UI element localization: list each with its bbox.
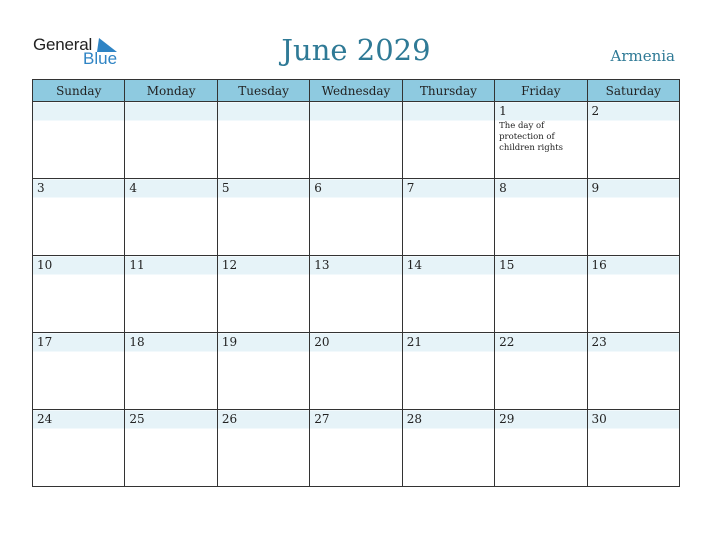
- day-cell: [33, 410, 125, 487]
- day-cell: [402, 410, 494, 487]
- day-number: 30: [591, 412, 607, 426]
- holiday-label: The day of protection of children rights: [499, 121, 563, 153]
- weekday-header: Sunday: [33, 80, 125, 102]
- day-cell: [310, 333, 402, 410]
- day-number: 5: [221, 181, 230, 195]
- day-cell: [587, 102, 679, 179]
- weekday-header: Monday: [125, 80, 217, 102]
- day-cell: [125, 256, 217, 333]
- weekday-header: Tuesday: [217, 80, 309, 102]
- day-number: 7: [406, 181, 415, 195]
- day-cell: [33, 102, 125, 179]
- day-cell: [587, 179, 679, 256]
- day-cell: [310, 179, 402, 256]
- week-row: [33, 410, 680, 487]
- day-cell: [587, 333, 679, 410]
- day-cell: [402, 102, 494, 179]
- day-number: 17: [37, 335, 53, 349]
- day-number: 29: [499, 412, 515, 426]
- day-cell: [33, 256, 125, 333]
- day-number: 14: [406, 258, 422, 272]
- day-number: 4: [129, 181, 138, 195]
- day-number: 24: [37, 412, 53, 426]
- day-cell: [217, 102, 309, 179]
- day-number: 18: [129, 335, 145, 349]
- day-number: 25: [129, 412, 145, 426]
- country-label: Armenia: [610, 47, 675, 65]
- day-cell: [587, 256, 679, 333]
- day-cell: [125, 410, 217, 487]
- weekday-header: Friday: [495, 80, 587, 102]
- day-number: 10: [37, 258, 53, 272]
- logo-text-blue: Blue: [83, 49, 118, 68]
- logo-text-general: General: [33, 35, 93, 54]
- day-cell: [402, 256, 494, 333]
- day-cell: [310, 256, 402, 333]
- day-cell: [495, 179, 587, 256]
- day-number: 16: [591, 258, 607, 272]
- day-cell: [217, 256, 309, 333]
- day-number: 9: [591, 181, 600, 195]
- day-cell: [495, 102, 587, 179]
- weekday-header: Thursday: [402, 80, 494, 102]
- day-number: 19: [221, 335, 238, 349]
- weekday-header-row: [33, 80, 680, 102]
- day-cell: [217, 179, 309, 256]
- day-cell: [33, 179, 125, 256]
- day-cell: [33, 333, 125, 410]
- week-row: [33, 179, 680, 256]
- day-cell: [402, 333, 494, 410]
- week-row: [33, 256, 680, 333]
- day-number: 3: [37, 181, 45, 195]
- day-number: 1: [499, 104, 507, 118]
- day-cell: [217, 333, 309, 410]
- day-number: 8: [499, 181, 507, 195]
- day-number: 2: [591, 104, 600, 118]
- weekday-header: Saturday: [587, 80, 679, 102]
- day-cell: [310, 102, 402, 179]
- day-cell: [587, 410, 679, 487]
- weekday-header: Wednesday: [310, 80, 402, 102]
- day-number: 22: [499, 335, 515, 349]
- day-number: 20: [314, 335, 330, 349]
- day-cell: [495, 410, 587, 487]
- day-cell: [217, 410, 309, 487]
- day-number: 26: [221, 412, 238, 426]
- day-number: 27: [314, 412, 330, 426]
- day-number: 11: [129, 258, 145, 272]
- week-row: [33, 102, 680, 179]
- day-cell: [125, 179, 217, 256]
- day-number: 12: [221, 258, 238, 272]
- day-number: 23: [591, 335, 607, 349]
- day-number: 15: [499, 258, 515, 272]
- day-cell: [495, 333, 587, 410]
- day-cell: [495, 256, 587, 333]
- page-title: June 2029: [281, 33, 431, 67]
- day-cell: [125, 102, 217, 179]
- day-number: 28: [406, 412, 422, 426]
- day-number: 13: [314, 258, 330, 272]
- day-cell: [125, 333, 217, 410]
- day-cell: [310, 410, 402, 487]
- week-row: [33, 333, 680, 410]
- day-number: 21: [406, 335, 422, 349]
- day-number: 6: [314, 181, 322, 195]
- day-cell: [402, 179, 494, 256]
- calendar-grid: [32, 79, 680, 487]
